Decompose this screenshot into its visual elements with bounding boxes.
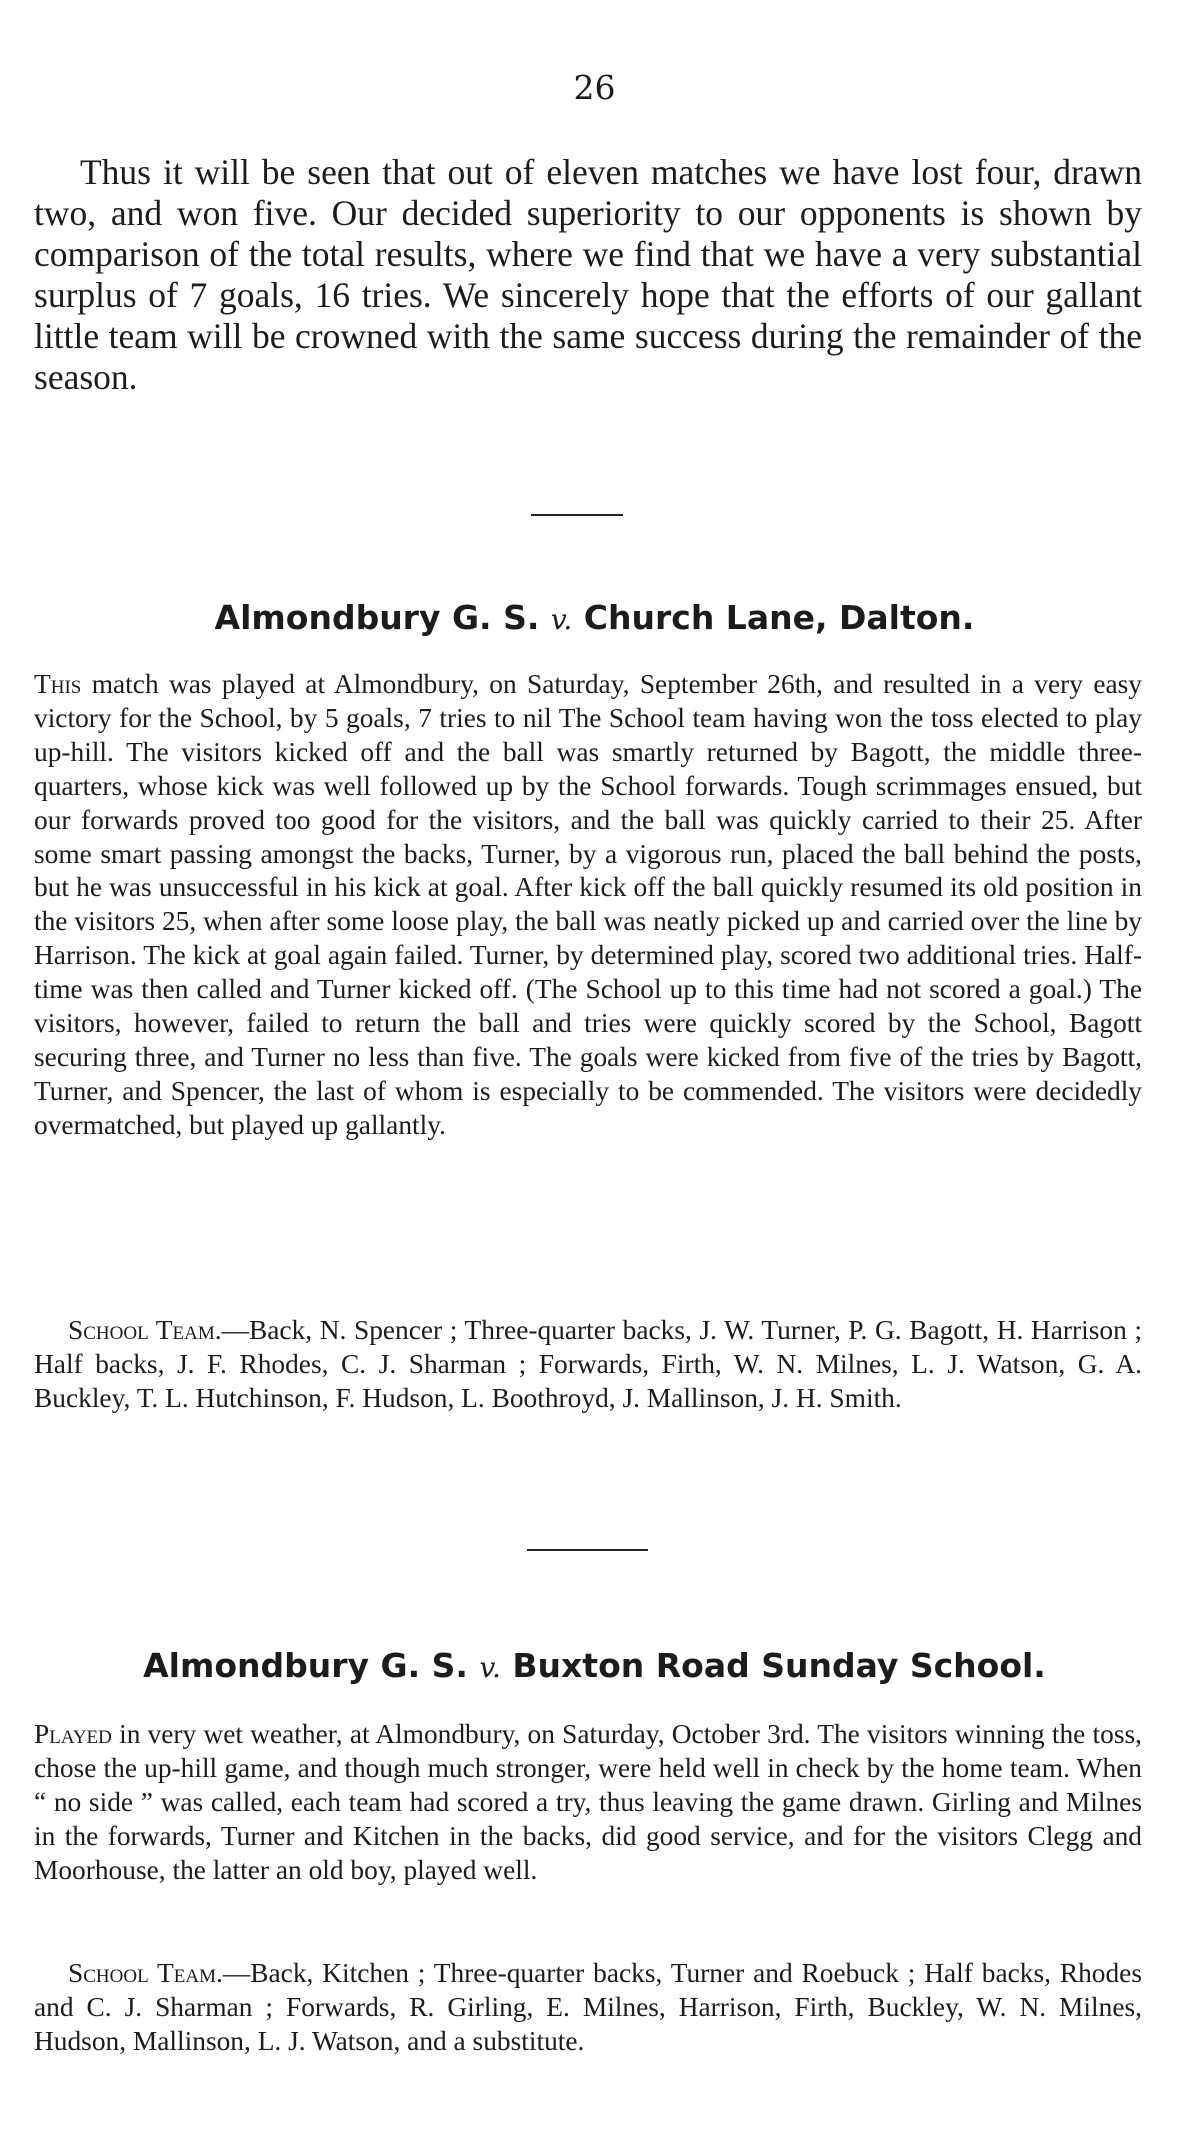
report-lead-word: This (34, 669, 82, 699)
match-report (34, 668, 1142, 1143)
section-divider (527, 1549, 648, 1551)
match-heading (0, 598, 1189, 637)
page-number: 26 (573, 68, 616, 107)
section-divider (531, 514, 623, 516)
report-text: in very wet weather, at Almondbury, on Saturday, October 3rd. The visitors winning the toss, chose the up-hill game, and though much stronger, were held well in check by the home team. When “ no side ” was called, each team had scored a try, thus leaving the game drawn. Girling and Milnes in the forwards, Turner and Kitchen in the backs, did good service, and for the visitors Clegg and Moorhouse, the latter an old boy, played well. (34, 1719, 1142, 1885)
heading-home-team: Almondbury G. S. (214, 598, 540, 637)
heading-versus: v. (550, 603, 573, 636)
school-team-list (34, 1957, 1142, 2059)
team-lead-label: School Team. (68, 1315, 222, 1345)
match-heading (0, 1646, 1189, 1685)
heading-opponent: Church Lane, Dalton. (583, 598, 975, 637)
match-report (34, 1718, 1142, 1888)
report-lead-word: Played (34, 1719, 112, 1749)
team-lead-label: School Team. (68, 1958, 223, 1988)
report-text: match was played at Almondbury, on Saturday, September 26th, and resulted in a very easy victory for the School, by 5 goals, 7 tries to nil The School team having won the toss elected to play up-hill. The visitors kicked off and the ball was smartly returned by Bagott, the middle three-quarters, whose kick was well followed up by the School forwards. Tough scrimmages ensued, but our forwards proved too good for the visitors, and the ball was quickly carried to their 25. After some smart passing amongst the backs, Turner, by a vigorous run, placed the ball behind the posts, but he was unsuccessful in his kick at goal. After kick off the ball quickly resumed its old position in the visitors 25, when after some loose play, the ball was neatly picked up and carried over the line by Harrison. The kick at goal again failed. Turner, by determined play, scored two additional tries. Half-time was then called and Turner kicked off. (The School up to this time had not scored a goal.) The visitors, however, failed to return the ball and tries were quickly scored by the School, Bagott securing three, and Turner no less than five. The goals were kicked from five of the tries by Bagott, Turner, and Spencer, the last of whom is especially to be commended. The visitors were decidedly overmatched, but played up gallantly. (34, 669, 1142, 1140)
heading-opponent: Buxton Road Sunday School. (512, 1646, 1046, 1685)
team-text: —Back, N. Spencer ; Three-quarter backs, J. W. Turner, P. G. Bagott, H. Harrison ; Half backs, J. F. Rhodes, C. J. Sharman ; Forwards, Firth, W. N. Milnes, L. J. Watson, G. A. Buckley, T. L. Hutchinson, F. Hudson, L. Boothroyd, J. Mallinson, J. H. Smith. (34, 1315, 1142, 1413)
school-team-list (34, 1314, 1142, 1416)
intro-paragraph: Thus it will be seen that out of eleven matches we have lost four, drawn two, and won five. Our decided superiority to our opponents is shown by comparison of the total results, where we find that we have a very substantial surplus of 7 goals, 16 tries. We sincerely hope that the efforts of our gallant little team will be crowned with the same success during the remainder of the season. (34, 152, 1142, 397)
heading-versus: v. (479, 1651, 501, 1684)
heading-home-team: Almondbury G. S. (143, 1646, 468, 1685)
team-text: —Back, Kitchen ; Three-quarter backs, Turner and Roebuck ; Half backs, Rhodes and C. J. Sharman ; Forwards, R. Girling, E. Milnes, Harrison, Firth, Buckley, W. N. Milnes, Hudson, Mallinson, L. J. Watson, and a substitute. (34, 1958, 1142, 2056)
